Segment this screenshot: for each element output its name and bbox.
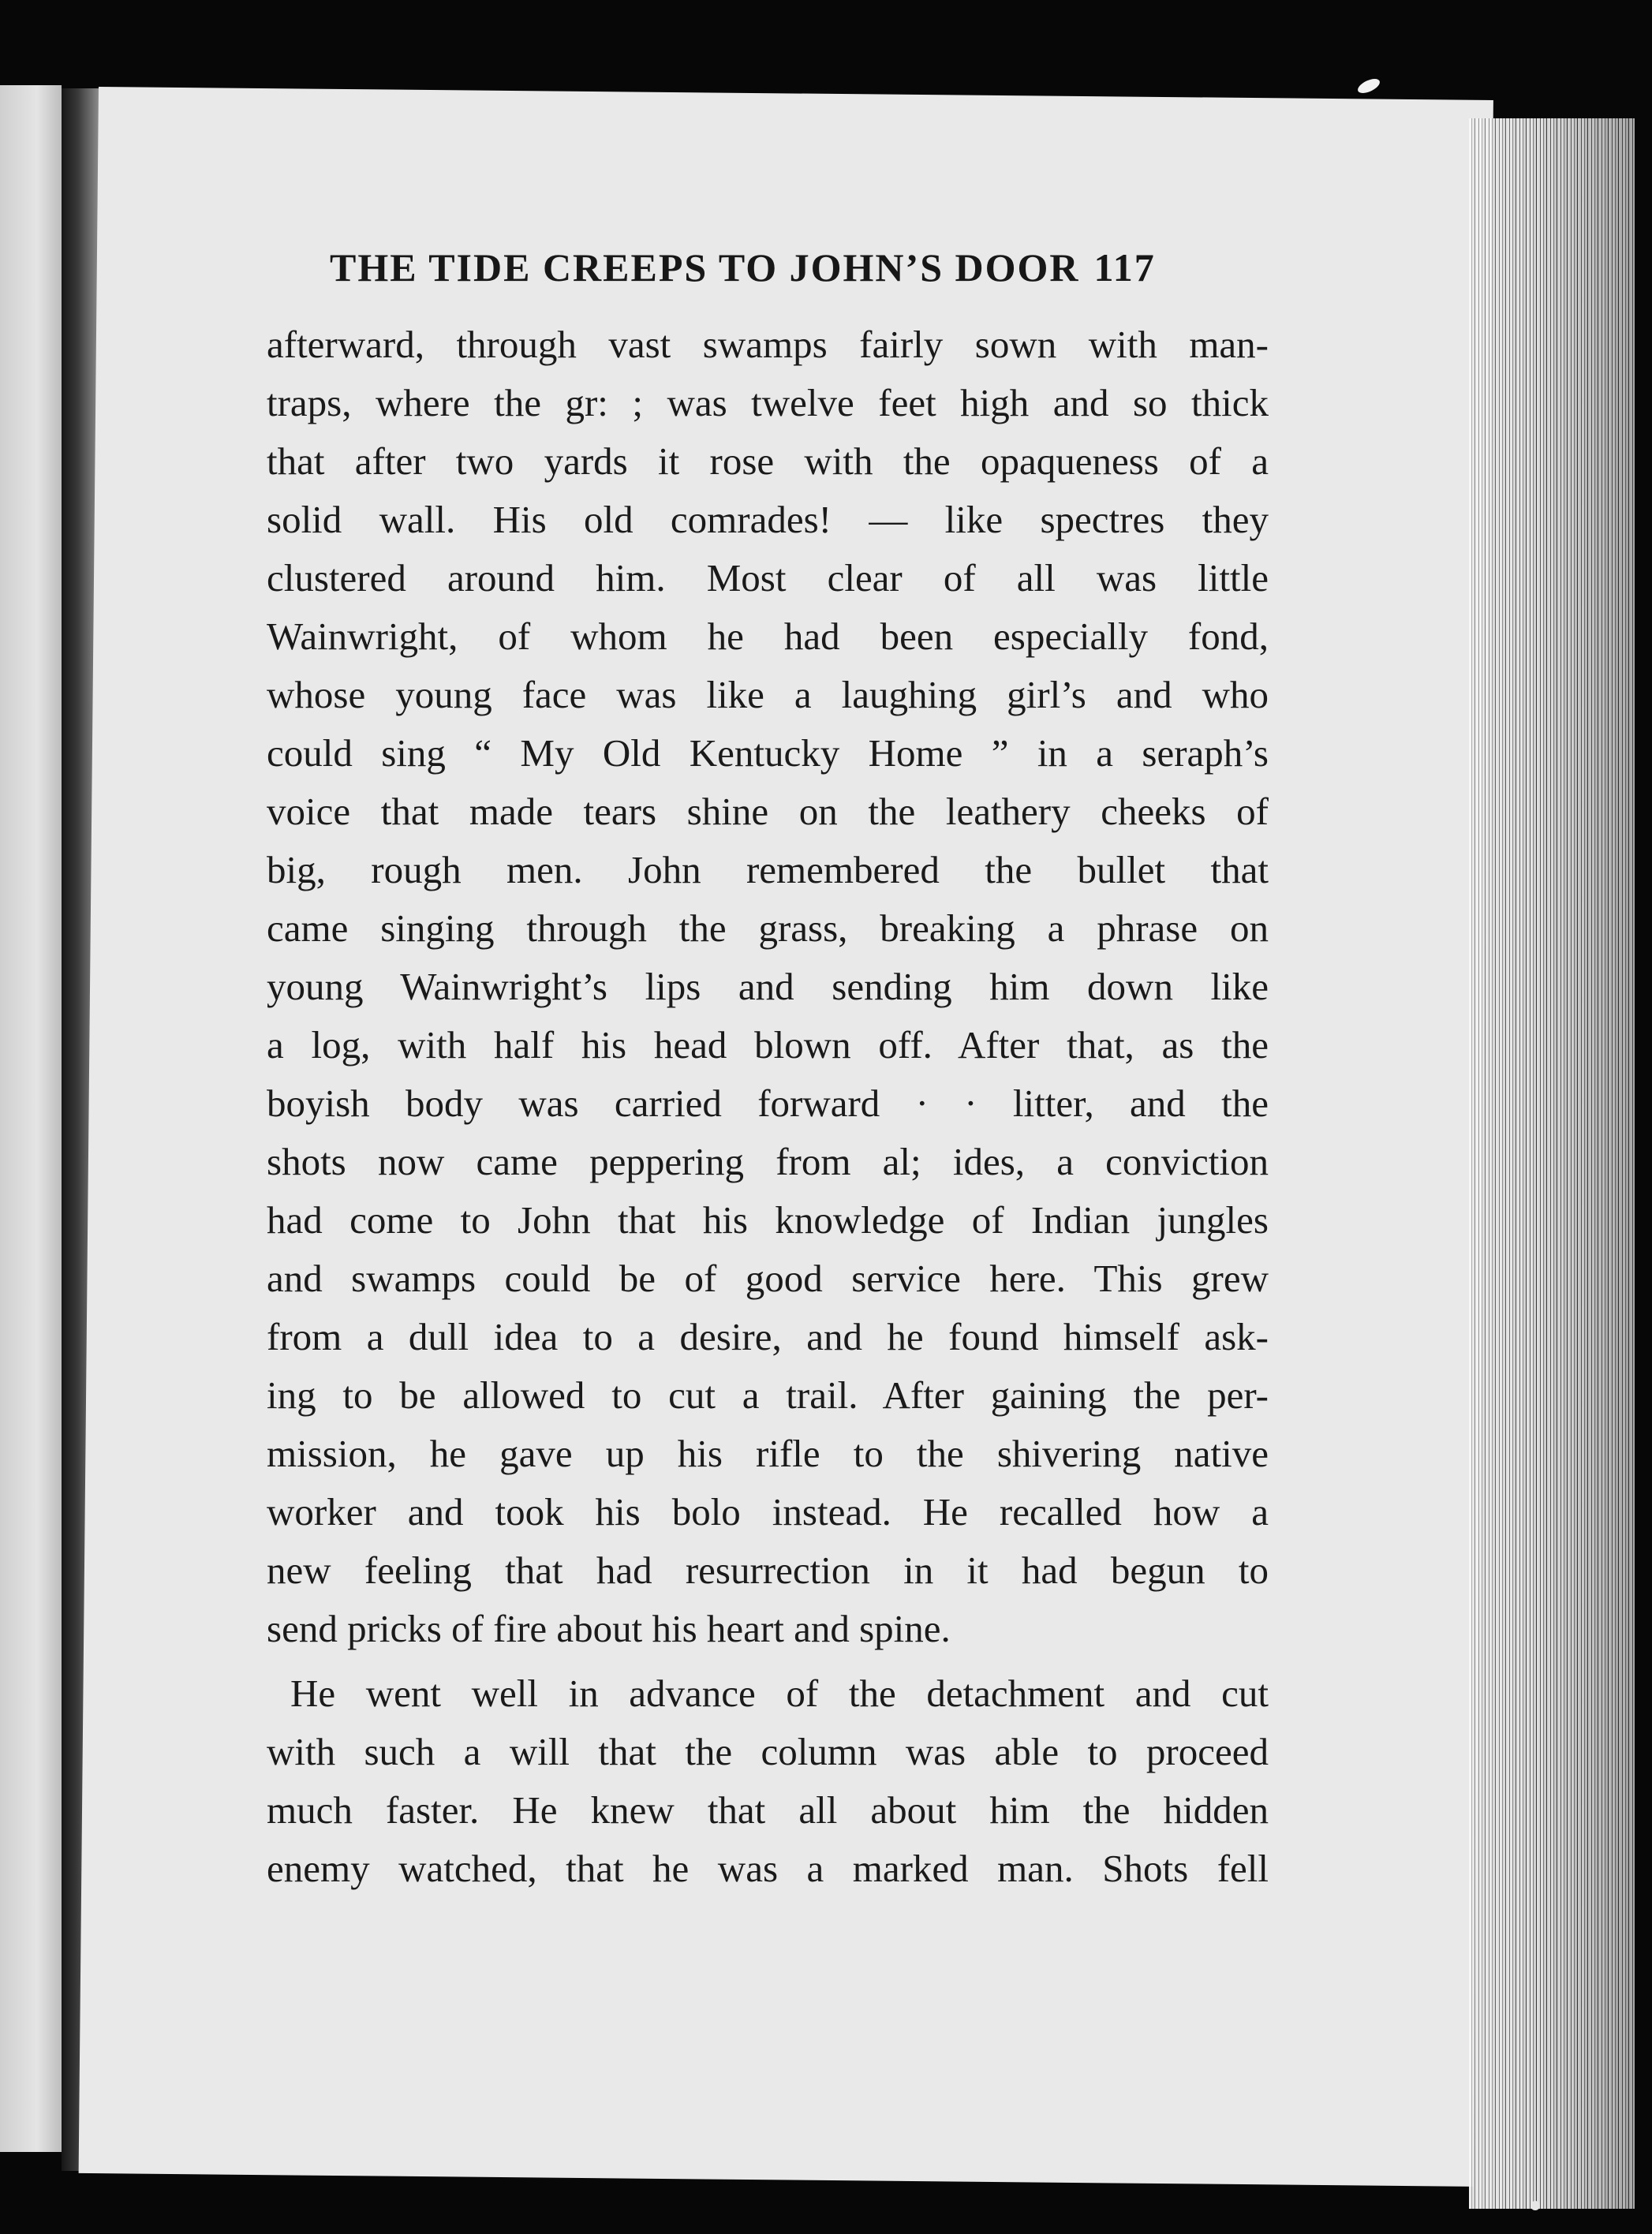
text-line: from a dull idea to a desire, and he found himself ask- bbox=[267, 1315, 1269, 1358]
text-line: a log, with half his head blown off. After that, as the bbox=[267, 1023, 1269, 1067]
text-line: could sing “ My Old Kentucky Home ” in a seraph’s bbox=[267, 731, 1269, 775]
text-line: new feeling that had resurrection in it had begun to bbox=[267, 1548, 1269, 1592]
text-line: young Wainwright’s lips and sending him down like bbox=[267, 965, 1269, 1008]
text-line: traps, where the gr: ; was twelve feet high and so thick bbox=[267, 381, 1269, 424]
text-line: clustered around him. Most clear of all was little bbox=[267, 556, 1269, 600]
text-line: boyish body was carried forward · · litter, and the bbox=[267, 1082, 1269, 1125]
text-line: enemy watched, that he was a marked man. Shots fell bbox=[267, 1847, 1269, 1890]
text-line: big, rough men. John remembered the bullet that bbox=[267, 848, 1269, 891]
text-line: send pricks of fire about his heart and spine. bbox=[267, 1607, 951, 1650]
text-line: whose young face was like a laughing girl’s and who bbox=[267, 673, 1269, 716]
text-line: with such a will that the column was able to proceed bbox=[267, 1730, 1269, 1773]
text-line: worker and took his bolo instead. He recalled how a bbox=[267, 1490, 1269, 1534]
page-edges-shade bbox=[1469, 118, 1635, 2209]
text-line: came singing through the grass, breaking a phrase on bbox=[267, 906, 1269, 950]
scan-speck bbox=[1531, 2201, 1540, 2210]
left-page-edge bbox=[0, 85, 62, 2152]
paragraph-break bbox=[267, 1658, 1269, 1664]
text-line: Wainwright, of whom he had been especially fond, bbox=[267, 615, 1269, 658]
text-line: solid wall. His old comrades! — like spectres they bbox=[267, 498, 1269, 541]
running-header bbox=[330, 245, 1276, 290]
scan-speck bbox=[1355, 76, 1381, 95]
header-title: THE TIDE CREEPS TO JOHN’S DOOR bbox=[330, 245, 1080, 290]
page-number: 117 bbox=[1093, 245, 1156, 290]
text-line: had come to John that his knowledge of Indian jungles bbox=[267, 1198, 1269, 1242]
text-line: that after two yards it rose with the opaqueness of a bbox=[267, 439, 1269, 483]
text-line: He went well in advance of the detachment and cut bbox=[290, 1672, 1269, 1715]
text-line: ing to be allowed to cut a trail. After gaining the per- bbox=[267, 1373, 1269, 1417]
body-text bbox=[267, 316, 1269, 1898]
text-line: mission, he gave up his rifle to the shivering native bbox=[267, 1432, 1269, 1475]
text-line: voice that made tears shine on the leathery cheeks of bbox=[267, 790, 1269, 833]
text-line: shots now came peppering from al; ides, a conviction bbox=[267, 1140, 1269, 1183]
text-line: much faster. He knew that all about him the hidden bbox=[267, 1788, 1269, 1832]
text-line: and swamps could be of good service here. This grew bbox=[267, 1257, 1269, 1300]
text-line: afterward, through vast swamps fairly sown with man- bbox=[267, 323, 1269, 366]
